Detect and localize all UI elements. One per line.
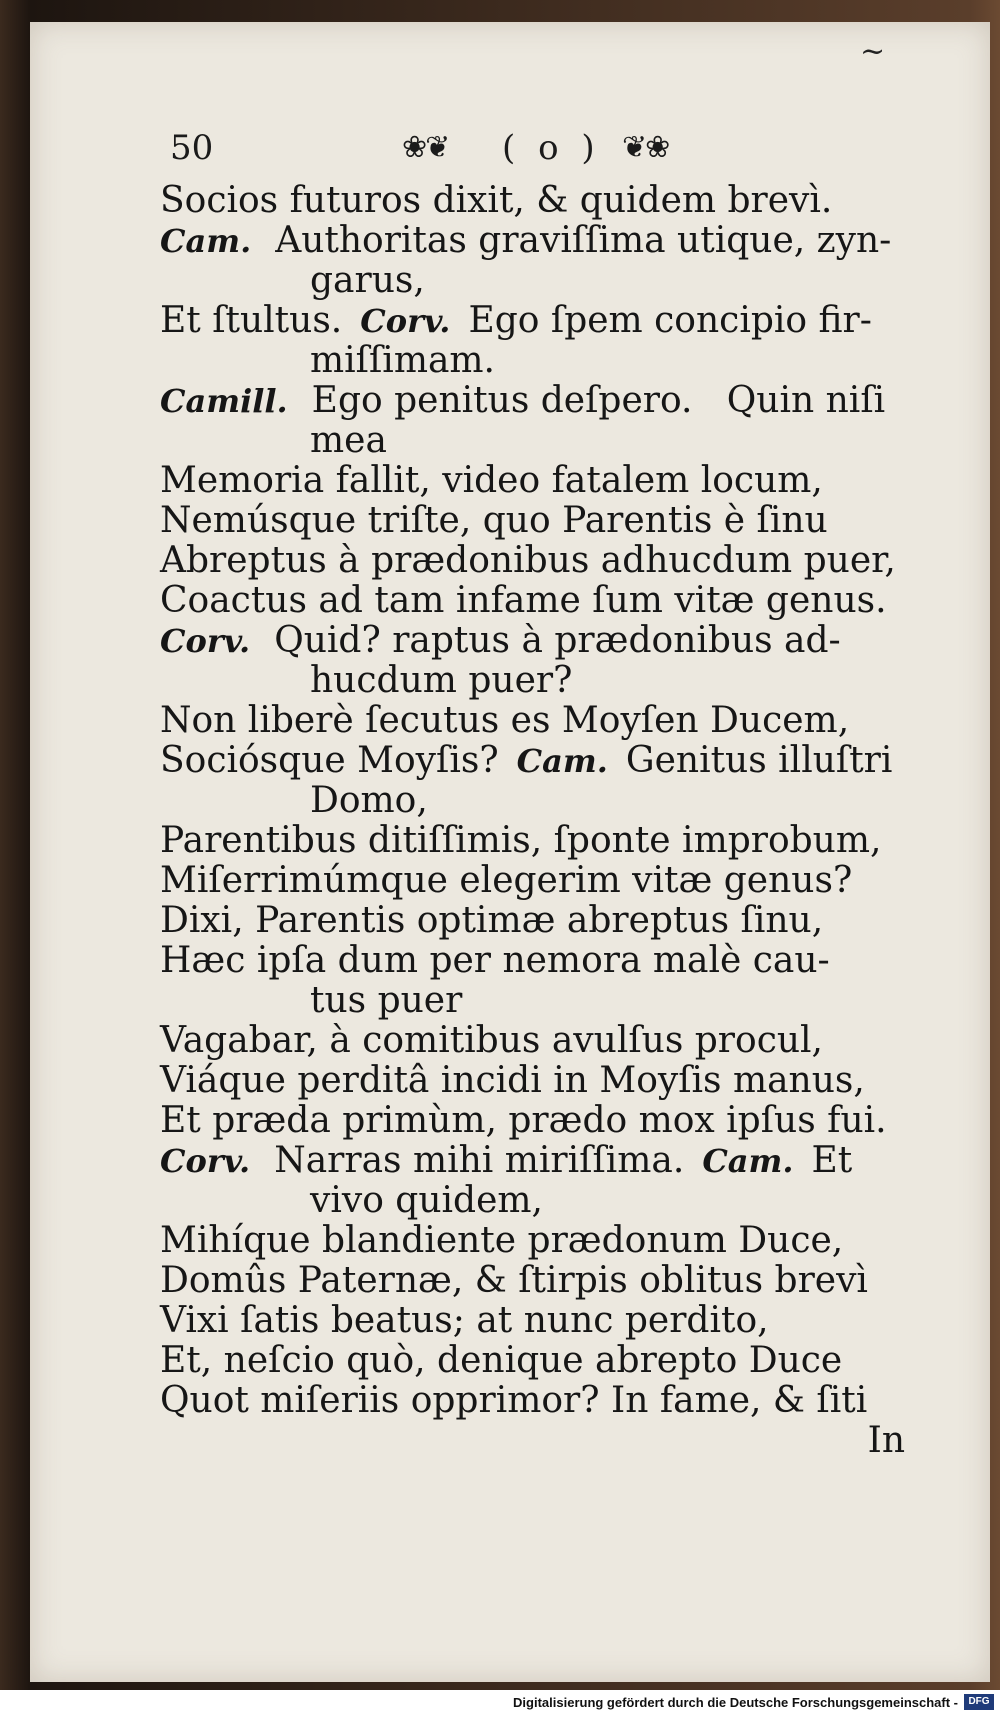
text-line	[160, 380, 960, 420]
line-text: Nemúsque triſte, quo Parentis è ſinu	[160, 500, 828, 541]
header-mark: ( o )	[502, 128, 601, 168]
line-text: Ego ſpem concipio fir-	[468, 300, 872, 341]
text-line	[160, 1380, 960, 1420]
page-number: 50	[170, 128, 214, 168]
line-text: Memoria fallit, video fatalem locum,	[160, 460, 823, 501]
speaker-label: Corv.	[160, 622, 251, 660]
line-text: Mihíque blandiente prædonum Duce,	[160, 1220, 844, 1261]
line-text: Et, neſcio quò, denique abrepto Duce	[160, 1340, 843, 1381]
line-text: vivo quidem,	[310, 1180, 543, 1221]
text-line	[160, 1180, 960, 1220]
text-line	[160, 620, 960, 660]
line-text: garus,	[310, 260, 425, 301]
speaker-label: Cam.	[516, 742, 608, 780]
speaker-label: Corv.	[160, 1142, 251, 1180]
text-line	[160, 1140, 960, 1180]
line-text: Hæc ipſa dum per nemora malè cau-	[160, 940, 830, 981]
text-line	[160, 860, 960, 900]
line-text: Et	[811, 1140, 853, 1181]
text-line	[160, 780, 960, 820]
line-text: Non liberè ſecutus es Moyſen Ducem,	[160, 700, 850, 741]
line-text: Et præda primùm, prædo mox ipſus fui.	[160, 1100, 887, 1141]
text-line	[160, 1060, 960, 1100]
page-top-mark: ~	[860, 34, 886, 69]
line-text: mea	[310, 420, 387, 461]
text-line	[160, 1100, 960, 1140]
speaker-label: Corv.	[360, 302, 451, 340]
text-line	[160, 580, 960, 620]
text-line	[160, 660, 960, 700]
speaker-label: Cam.	[160, 222, 252, 260]
line-text: Parentibus ditiſſimis, ſponte improbum,	[160, 820, 882, 861]
line-text: Narras mihi miriſſima.	[274, 1140, 685, 1181]
line-text: tus puer	[310, 980, 463, 1021]
text-line	[160, 1020, 960, 1060]
text-line	[160, 300, 960, 340]
line-text: Sociósque Moyſis?	[160, 740, 499, 781]
text-line	[160, 220, 960, 260]
line-text: miſſimam.	[310, 340, 495, 381]
text-line	[160, 1340, 960, 1380]
page-header	[170, 128, 730, 176]
catchword: In	[867, 1420, 905, 1461]
text-line	[160, 1300, 960, 1340]
speaker-label: Camill.	[160, 382, 288, 420]
line-text: Socios futuros dixit, & quidem brevì.	[160, 180, 833, 221]
line-text: Domo,	[310, 780, 428, 821]
text-line	[160, 980, 960, 1020]
dfg-logo-icon: DFG	[964, 1694, 994, 1710]
speaker-label: Cam.	[702, 1142, 794, 1180]
line-text: Et ſtultus.	[160, 300, 343, 341]
text-line	[160, 260, 960, 300]
text-line	[160, 740, 960, 780]
catchword-line	[160, 1420, 960, 1460]
text-line	[160, 1220, 960, 1260]
line-text: Coactus ad tam infame ſum vitæ genus.	[160, 580, 887, 621]
ornament-left-icon: ❀❦	[402, 130, 449, 165]
text-line	[160, 820, 960, 860]
line-text: Abreptus à prædonibus adhucdum puer,	[160, 540, 896, 581]
text-line	[160, 460, 960, 500]
line-text: Vixi ſatis beatus; at nunc perdito,	[160, 1300, 769, 1341]
text-line	[160, 700, 960, 740]
line-text: Domûs Paternæ, & ſtirpis oblitus brevì	[160, 1260, 868, 1301]
line-text: Quot miſeriis opprimor? In fame, & ſiti	[160, 1380, 868, 1421]
line-text: Vagabar, à comitibus avulſus procul,	[160, 1020, 823, 1061]
text-line	[160, 540, 960, 580]
line-text: Quid? raptus à prædonibus ad-	[274, 620, 841, 661]
ornament-right-icon: ❦❀	[622, 130, 669, 165]
footer-credit: Digitalisierung gefördert durch die Deutsche Forschungsgemeinschaft -	[513, 1695, 958, 1710]
text-line	[160, 900, 960, 940]
text-line	[160, 180, 960, 220]
line-text: Viáque perditâ incidi in Moyſis manus,	[160, 1060, 865, 1101]
line-text: Dixi, Parentis optimæ abreptus ſinu,	[160, 900, 824, 941]
text-line	[160, 340, 960, 380]
line-text: Miſerrimúmque elegerim vitæ genus?	[160, 860, 853, 901]
text-line	[160, 1260, 960, 1300]
text-line	[160, 500, 960, 540]
line-text: Genitus illuſtri	[625, 740, 893, 781]
line-text: Authoritas graviſſima utique, zyn-	[275, 220, 892, 261]
line-text: Ego penitus deſpero. Quin niſi	[311, 380, 886, 421]
text-body	[160, 180, 960, 1460]
text-line	[160, 420, 960, 460]
text-line	[160, 940, 960, 980]
line-text: hucdum puer?	[310, 660, 573, 701]
digitization-footer	[0, 1690, 1000, 1715]
